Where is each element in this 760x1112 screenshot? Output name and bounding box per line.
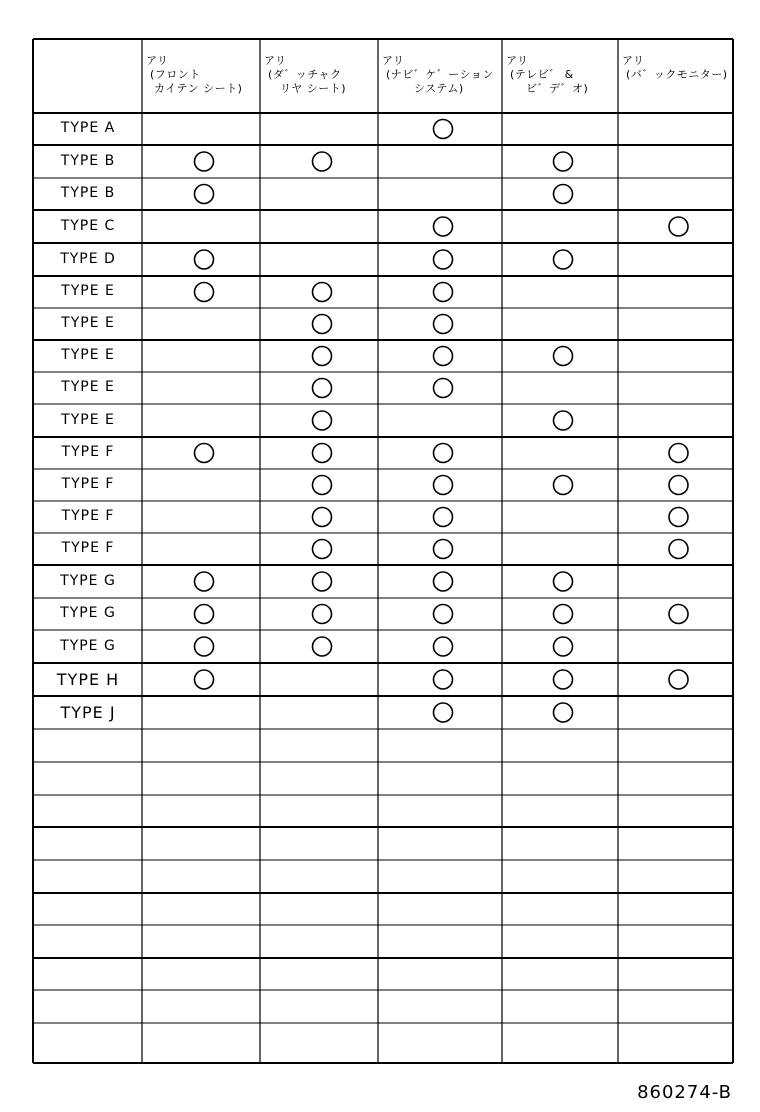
availability-mark <box>434 283 453 302</box>
availability-mark <box>434 508 453 527</box>
row-label: TYPE G <box>60 572 116 589</box>
availability-mark <box>313 572 332 591</box>
availability-mark <box>669 508 688 527</box>
availability-mark <box>434 347 453 366</box>
row-label: TYPE B <box>60 152 116 169</box>
availability-mark <box>434 120 453 139</box>
availability-mark <box>669 670 688 689</box>
availability-mark <box>434 670 453 689</box>
availability-mark <box>434 250 453 269</box>
availability-mark <box>313 540 332 559</box>
availability-mark <box>313 605 332 624</box>
availability-mark <box>669 476 688 495</box>
availability-mark <box>554 185 573 204</box>
row-label: TYPE D <box>60 250 116 267</box>
availability-mark <box>313 315 332 334</box>
row-label: TYPE E <box>61 347 115 363</box>
row-label: TYPE F <box>61 540 115 556</box>
column-header: アリ (テレビ゛ & ビ゛デ゛オ) <box>506 54 589 95</box>
availability-mark <box>195 670 214 689</box>
row-label: TYPE G <box>60 637 116 654</box>
availability-mark <box>195 572 214 591</box>
row-label: TYPE J <box>60 702 116 722</box>
availability-mark <box>313 411 332 430</box>
availability-mark <box>434 703 453 722</box>
availability-mark <box>554 411 573 430</box>
availability-mark <box>554 572 573 591</box>
availability-mark <box>669 217 688 236</box>
column-header: アリ (ダ゛ッチャク リヤ シート) <box>264 54 347 95</box>
row-label: TYPE F <box>61 508 115 524</box>
availability-mark <box>434 605 453 624</box>
availability-mark <box>434 444 453 463</box>
row-label: TYPE E <box>61 283 115 299</box>
availability-mark <box>434 637 453 656</box>
availability-mark <box>195 444 214 463</box>
row-label: TYPE G <box>60 605 116 621</box>
row-label: TYPE H <box>56 669 120 689</box>
availability-mark <box>669 605 688 624</box>
availability-mark <box>554 250 573 269</box>
row-label: TYPE A <box>60 120 116 136</box>
row-label: TYPE B <box>60 185 116 201</box>
availability-mark <box>434 217 453 236</box>
availability-mark <box>313 508 332 527</box>
availability-mark <box>669 444 688 463</box>
availability-mark <box>554 605 573 624</box>
availability-mark <box>313 283 332 302</box>
availability-mark <box>434 572 453 591</box>
row-label: TYPE C <box>60 217 116 234</box>
availability-mark <box>554 347 573 366</box>
availability-mark <box>195 152 214 171</box>
drawing-code: 860274-B <box>637 1082 732 1103</box>
availability-mark <box>195 637 214 656</box>
column-header: アリ (フロント カイテン シート) <box>146 54 243 95</box>
availability-mark <box>669 540 688 559</box>
availability-mark <box>434 315 453 334</box>
availability-mark <box>313 347 332 366</box>
availability-mark <box>554 637 573 656</box>
availability-mark <box>434 540 453 559</box>
availability-mark <box>434 476 453 495</box>
availability-mark <box>313 379 332 398</box>
availability-mark <box>554 476 573 495</box>
availability-mark <box>434 379 453 398</box>
row-label: TYPE E <box>61 411 115 428</box>
availability-mark <box>554 152 573 171</box>
availability-mark <box>195 185 214 204</box>
availability-mark <box>195 250 214 269</box>
row-label: TYPE F <box>61 476 115 492</box>
availability-mark <box>313 444 332 463</box>
row-label: TYPE E <box>61 315 115 331</box>
availability-mark <box>554 703 573 722</box>
availability-mark <box>313 637 332 656</box>
row-label: TYPE F <box>61 444 115 460</box>
availability-mark <box>313 152 332 171</box>
availability-mark <box>195 283 214 302</box>
row-label: TYPE E <box>61 379 115 395</box>
column-header: アリ (バ゛ックモニター) <box>622 54 728 81</box>
availability-mark <box>313 476 332 495</box>
availability-mark <box>195 605 214 624</box>
column-header: アリ (ナビ゛ケ゛ーション システム) <box>382 54 494 95</box>
availability-mark <box>554 670 573 689</box>
